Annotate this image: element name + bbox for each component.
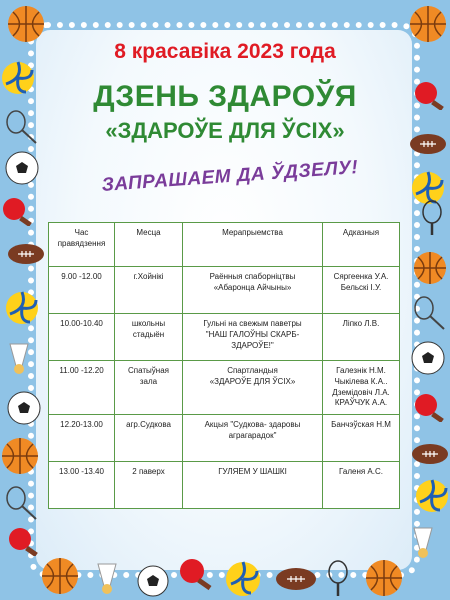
cell-place (115, 415, 183, 462)
cell-place (115, 267, 183, 314)
cell-text-line: КРАЎЧУК А.А. (334, 398, 388, 408)
cell-event (183, 415, 323, 462)
table-tennis-paddle-icon (0, 196, 40, 226)
rugby-ball-icon (410, 440, 450, 468)
page-title: ДЗЕНЬ ЗДАРОЎЯ (93, 80, 357, 113)
col-header-event (183, 223, 323, 267)
col-header-place (115, 223, 183, 267)
cell-time (49, 314, 115, 361)
col-header-responsible (323, 223, 400, 267)
cell-text-line: зала (139, 376, 158, 386)
cell-responsible (323, 314, 400, 361)
cell-place (115, 462, 183, 509)
cell-text-line: Акцыя "Судкова- здаровы (204, 420, 301, 430)
cell-time (49, 462, 115, 509)
cell-text-line: агр.Судкова (126, 420, 171, 430)
table-row (49, 462, 400, 509)
cell-text-line: "НАШ ГАЛОЎНЫ СКАРБ- (205, 329, 300, 339)
cell-text-line: 9.00 -12.00 (61, 272, 102, 281)
cell-text-line: Чыкілева К.А.. (334, 376, 388, 386)
basketball-icon (364, 558, 404, 598)
cell-text-line: школьны (131, 319, 166, 328)
badminton-racket-icon (4, 486, 38, 520)
table-row (49, 314, 400, 361)
cell-text-line: Адказныя (342, 228, 380, 237)
cell-text-line: Галеня А.С. (339, 467, 383, 477)
table-header-row (49, 223, 400, 267)
cell-text-line: Дземідовіч Л.А. (332, 387, 390, 397)
table-tennis-paddle-icon (176, 556, 220, 596)
table-row (49, 361, 400, 415)
cell-text-line: 12.20-13.00 (60, 420, 103, 430)
cell-place (115, 361, 183, 415)
cell-text-line: Час (74, 228, 89, 237)
table-row (49, 415, 400, 462)
cell-text-line: «Абаронца Айчыны» (213, 282, 292, 292)
cell-text-line: 2 паверх (132, 467, 165, 477)
cell-text-line: 10.00-10.40 (60, 319, 103, 328)
invitation-text: ЗАПРАШАЕМ ДА ЎДЗЕЛУ! (100, 157, 359, 196)
soccer-ball-icon (136, 564, 170, 598)
basketball-icon (6, 4, 46, 44)
cell-responsible (323, 361, 400, 415)
basketball-icon (412, 250, 448, 286)
cell-responsible (323, 462, 400, 509)
badminton-racket-icon (412, 296, 446, 330)
soccer-ball-icon (6, 390, 42, 426)
tennis-racket-icon (324, 560, 354, 598)
cell-text-line: Месца (136, 228, 161, 237)
basketball-icon (408, 4, 448, 44)
table-tennis-paddle-icon (6, 526, 50, 556)
shuttlecock-icon (92, 560, 130, 596)
cell-text-line: «ЗДАРОЎЕ ДЛЯ ЎСІХ» (209, 376, 296, 386)
cell-event (183, 314, 323, 361)
cell-place (115, 314, 183, 361)
table-row (49, 267, 400, 314)
shuttlecock-icon (4, 340, 34, 376)
cell-responsible (323, 415, 400, 462)
cell-text-line: Спартландыя (227, 366, 278, 375)
cell-text-line: стадыён (132, 329, 165, 339)
cell-text-line: Раённыя спаборніцтвы (209, 272, 296, 281)
cell-event (183, 267, 323, 314)
shuttlecock-icon (408, 524, 444, 560)
cell-text-line: Ліпко Л.В. (342, 319, 380, 328)
cell-responsible (323, 267, 400, 314)
volleyball-icon (4, 290, 40, 326)
cell-time (49, 415, 115, 462)
cell-time (49, 361, 115, 415)
rugby-ball-icon (6, 240, 46, 268)
cell-text-line: ЗДАРОЎЕ!" (231, 340, 274, 350)
schedule-table (48, 222, 400, 509)
soccer-ball-icon (4, 150, 40, 186)
cell-text-line: Спатыўная (128, 366, 169, 375)
event-date: 8 красавіка 2023 года (114, 40, 336, 63)
rugby-ball-icon (274, 564, 318, 594)
page-subtitle: «ЗДАРОЎЕ ДЛЯ ЎСІХ» (105, 118, 345, 143)
cell-text-line: 13.00 -13.40 (59, 467, 104, 477)
col-header-time (49, 223, 115, 267)
cell-time (49, 267, 115, 314)
cell-text-line: Сяргеенка У.А. (333, 272, 389, 281)
cell-text-line: Бельскі І.У. (340, 282, 382, 292)
cell-text-line: ГУЛЯЕМ У ШАШКІ (218, 467, 287, 477)
volleyball-icon (224, 560, 262, 598)
cell-event (183, 361, 323, 415)
basketball-icon (0, 436, 40, 476)
cell-text-line: г.Хойнікі (133, 272, 164, 281)
basketball-icon (40, 556, 80, 596)
cell-text-line: правядзення (57, 238, 106, 248)
cell-text-line: 11.00 -12.20 (59, 366, 104, 375)
cell-text-line: Галезнік Н.М. (336, 366, 386, 375)
cell-event (183, 462, 323, 509)
volleyball-icon (414, 478, 450, 514)
soccer-ball-icon (410, 340, 446, 376)
cell-text-line: Банчэўская Н.М (331, 420, 391, 430)
cell-text-line: аграгарадок" (228, 430, 277, 440)
tennis-racket-icon (418, 200, 448, 236)
cell-text-line: Мерапрыемства (222, 228, 283, 237)
cell-text-line: Гульні на свежым паветры (203, 319, 302, 328)
table-tennis-paddle-icon (412, 392, 448, 422)
